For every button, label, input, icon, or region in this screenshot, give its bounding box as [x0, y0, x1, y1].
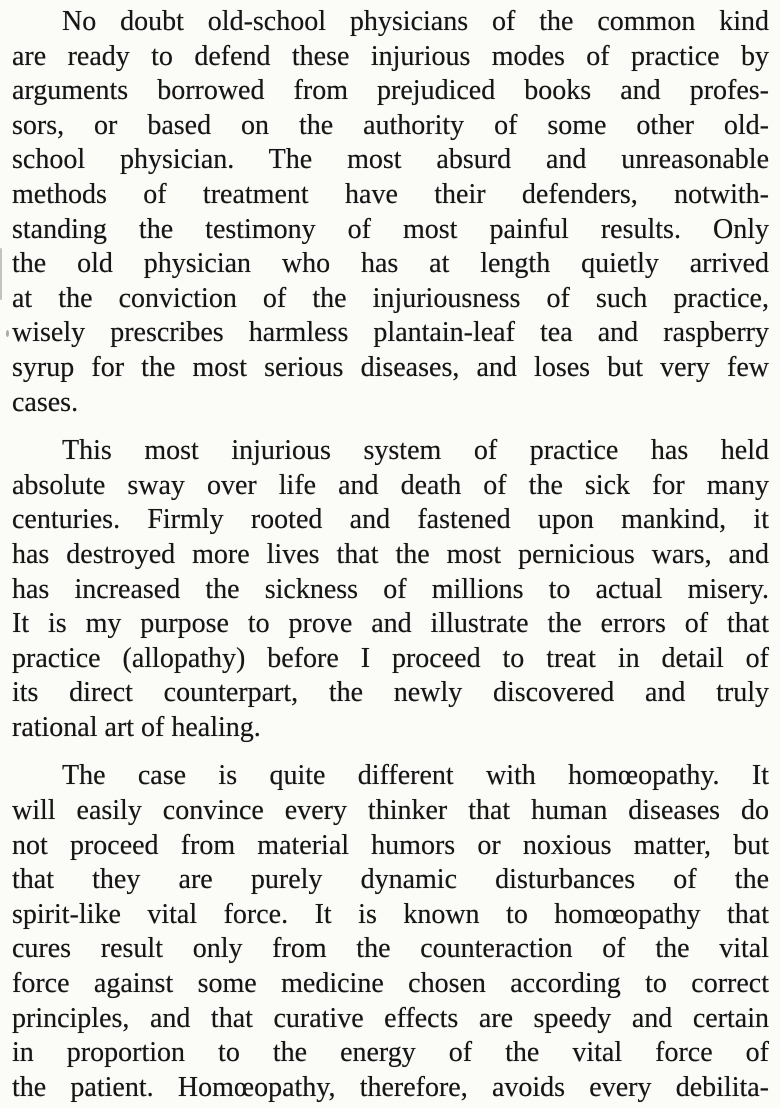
text-line: The case is quite different with homœopathy. It: [62, 760, 769, 792]
text-line: spirit-like vital force. It is known to homœopathy that: [12, 898, 769, 930]
text-line: force against some medicine chosen according to correct: [12, 968, 769, 1000]
text-line: the patient. Homœopathy, therefore, avoids every debilita-: [12, 1071, 769, 1103]
text-line: will easily convince every thinker that human diseases do: [12, 795, 769, 827]
text-line: sors, or based on the authority of some other old-: [12, 109, 769, 141]
text-line: It is my purpose to prove and illustrate the errors of that: [12, 608, 769, 640]
paragraph: [12, 5, 769, 420]
text-line: that they are purely dynamic disturbances of the: [12, 864, 769, 896]
text-line: the old physician who has at length quietly arrived: [12, 248, 769, 280]
text-line: at the conviction of the injuriousness of such practice,: [12, 282, 769, 314]
paragraph: [12, 759, 769, 1105]
text-line: has destroyed more lives that the most pernicious wars, and: [12, 538, 769, 570]
text-block: [12, 5, 769, 1105]
text-line: wisely prescribes harmless plantain-leaf tea and raspberry: [12, 317, 769, 349]
text-line: cures result only from the counteraction of the vital: [12, 933, 769, 965]
text-line: methods of treatment have their defenders, notwith-: [12, 178, 769, 210]
text-line: absolute sway over life and death of the sick for many: [12, 469, 769, 501]
scan-artifact: [0, 248, 2, 300]
text-line: arguments borrowed from prejudiced books and profes-: [12, 75, 769, 107]
text-line: This most injurious system of practice has held: [62, 435, 769, 467]
scan-artifact: [6, 330, 9, 337]
text-line: principles, and that curative effects are speedy and certain: [12, 1002, 769, 1034]
text-line: has increased the sickness of millions to actual misery.: [12, 573, 769, 605]
text-line: not proceed from material humors or noxious matter, but: [12, 829, 769, 861]
text-line: standing the testimony of most painful results. Only: [12, 213, 769, 245]
text-line: in proportion to the energy of the vital force of: [12, 1037, 769, 1069]
text-line: cases.: [12, 386, 79, 418]
text-line: syrup for the most serious diseases, and loses but very few: [12, 351, 769, 383]
text-line: school physician. The most absurd and unreasonable: [12, 144, 769, 176]
text-line: No doubt old-school physicians of the common kind: [62, 6, 769, 37]
text-line: its direct counterpart, the newly discovered and truly: [12, 677, 769, 709]
text-line: centuries. Firmly rooted and fastened upon mankind, it: [12, 504, 769, 536]
paragraph: [12, 434, 769, 745]
text-line: are ready to defend these injurious modes of practice by: [12, 40, 769, 72]
text-line: practice (allopathy) before I proceed to treat in detail of: [12, 642, 769, 674]
text-line: rational art of healing.: [12, 711, 261, 743]
